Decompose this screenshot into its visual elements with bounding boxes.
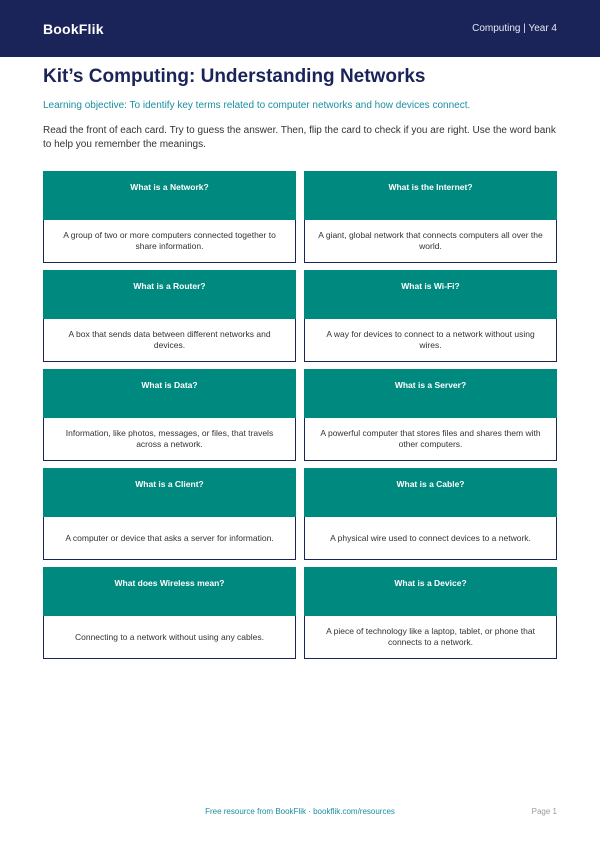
page-number: Page 1 bbox=[531, 807, 557, 816]
brand-logo[interactable]: BookFlik bbox=[43, 20, 104, 37]
card-answer: A way for devices to connect to a network without using wires. bbox=[304, 319, 557, 362]
card-question: What is Wi-Fi? bbox=[304, 270, 557, 319]
flashcard[interactable] bbox=[304, 369, 557, 461]
flashcard[interactable] bbox=[43, 369, 296, 461]
card-question: What is a Network? bbox=[43, 171, 296, 220]
card-answer: A piece of technology like a laptop, tablet, or phone that connects to a network. bbox=[304, 616, 557, 659]
card-question: What is Data? bbox=[43, 369, 296, 418]
card-question: What is the Internet? bbox=[304, 171, 557, 220]
breadcrumb: Computing | Year 4 bbox=[472, 23, 557, 34]
flashcard[interactable] bbox=[43, 567, 296, 659]
card-answer: A powerful computer that stores files and shares them with other computers. bbox=[304, 418, 557, 461]
instructions: Read the front of each card. Try to guess the answer. Then, flip the card to check if you are right. Use the word bank to help you remember the meanings. bbox=[43, 125, 556, 150]
flashcard[interactable] bbox=[304, 270, 557, 362]
card-answer: A giant, global network that connects computers all over the world. bbox=[304, 220, 557, 263]
footer-resource-link[interactable]: Free resource from BookFlik · bookflik.com/resources bbox=[205, 807, 395, 816]
flashcard-grid bbox=[43, 171, 557, 659]
flashcard[interactable] bbox=[43, 270, 296, 362]
page-title: Kit’s Computing: Understanding Networks bbox=[43, 66, 426, 87]
card-answer: A computer or device that asks a server for information. bbox=[43, 517, 296, 560]
card-question: What is a Client? bbox=[43, 468, 296, 517]
header-bar bbox=[0, 0, 600, 57]
card-question: What is a Server? bbox=[304, 369, 557, 418]
flashcard[interactable] bbox=[43, 171, 296, 263]
card-answer: Connecting to a network without using any cables. bbox=[43, 616, 296, 659]
flashcard[interactable] bbox=[304, 171, 557, 263]
card-question: What is a Cable? bbox=[304, 468, 557, 517]
flashcard[interactable] bbox=[304, 567, 557, 659]
page-footer bbox=[0, 807, 600, 821]
card-answer: A box that sends data between different networks and devices. bbox=[43, 319, 296, 362]
learning-objective: Learning objective: To identify key terms related to computer networks and how devices connect. bbox=[43, 100, 471, 111]
card-question: What does Wireless mean? bbox=[43, 567, 296, 616]
card-question: What is a Router? bbox=[43, 270, 296, 319]
card-question: What is a Device? bbox=[304, 567, 557, 616]
card-answer: A group of two or more computers connected together to share information. bbox=[43, 220, 296, 263]
flashcard[interactable] bbox=[304, 468, 557, 560]
flashcard[interactable] bbox=[43, 468, 296, 560]
card-answer: Information, like photos, messages, or files, that travels across a network. bbox=[43, 418, 296, 461]
card-answer: A physical wire used to connect devices to a network. bbox=[304, 517, 557, 560]
